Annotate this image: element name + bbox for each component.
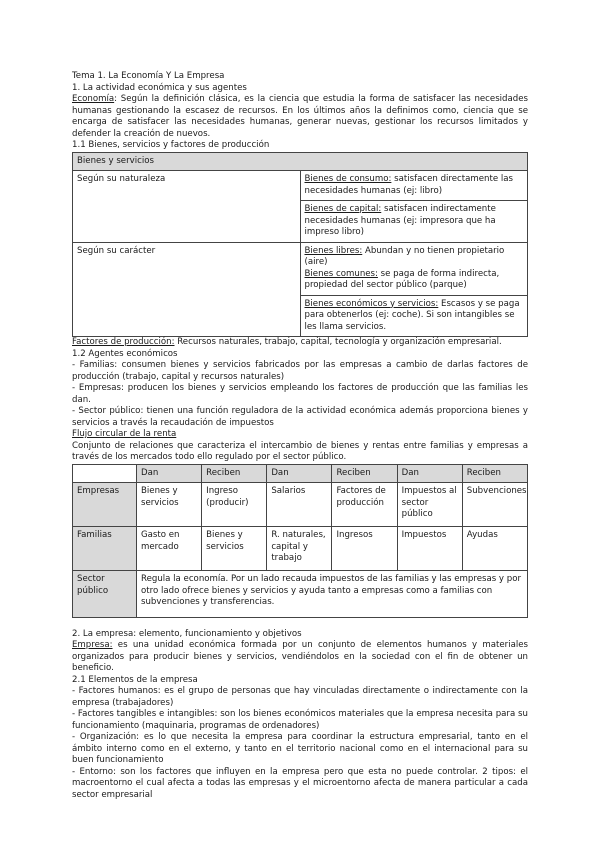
bienes-libres-cell xyxy=(300,242,528,295)
table-cell: Regula la economía. Por un lado recauda impuestos de las familias y las empresas y por otro lado ofrece bienes y servicios y ayuda tanto a empresas como a familias con subvenciones y transferencias. xyxy=(137,571,528,618)
table-cell: Bienes y servicios xyxy=(202,527,267,571)
bienes-table-header: Bienes y servicios xyxy=(73,152,528,171)
section-2-heading: 2. La empresa: elemento, funcionamiento y objetivos xyxy=(72,628,302,639)
economia-term: Economía xyxy=(72,94,115,104)
econ-text: Escasos y se paga para obtenerlos (ej: coche). Si son intangibles se les llama servicios. xyxy=(304,298,520,332)
factores-text: Recursos naturales, trabajo, capital, tecnología y organización empresarial. xyxy=(174,337,502,347)
caracter-label: Según su carácter xyxy=(73,242,301,337)
table-header-cell: Reciben xyxy=(332,464,397,483)
factores-term: Factores de producción: xyxy=(72,337,175,347)
bienes-economicos-cell xyxy=(300,295,528,337)
section-2-1-heading: 2.1 Elementos de la empresa xyxy=(72,674,198,685)
comunes-term: Bienes comunes: xyxy=(304,268,378,279)
table-header-cell: Reciben xyxy=(202,464,267,483)
sector-publico-row xyxy=(73,571,528,618)
table-cell: Ayudas xyxy=(462,527,527,571)
consumo-text: satisfacen directamente las necesidades humanas (ej: libro) xyxy=(304,174,514,196)
factores-paragraph xyxy=(72,337,528,349)
organizacion-item: - Organización: es lo que necesita la empresa para coordinar la estructura empresarial, tanto en el ámbito interno como en el externo, y tanto en el territorio nacional como en el internacional para su buen funcionamiento xyxy=(72,732,528,765)
table-header-cell xyxy=(73,464,137,483)
empresas-item: - Empresas: producen los bienes y servicios empleando los factores de producción que las familias les dan. xyxy=(72,383,528,405)
table-cell: R. naturales, capital y trabajo xyxy=(267,527,332,571)
sector-publico-item: - Sector público: tienen una función reguladora de la actividad económica además proporciona bienes y servicios a través la recaudación de impuestos xyxy=(72,406,528,428)
flujo-table-header-row xyxy=(73,464,528,483)
economia-paragraph xyxy=(72,94,528,140)
capital-term: Bienes de capital: xyxy=(304,204,382,214)
capital-text: satisfacen indirectamente necesidades humanas (ej: impresora que ha impreso libro) xyxy=(304,204,496,237)
consumo-term: Bienes de consumo: xyxy=(304,174,392,184)
table-header-cell: Reciben xyxy=(462,464,527,483)
bienes-consumo-cell xyxy=(300,171,528,201)
familias-row xyxy=(73,527,528,571)
naturaleza-label: Según su naturaleza xyxy=(73,171,301,243)
table-header-cell: Dan xyxy=(267,464,332,483)
table-cell: Impuestos al sector público xyxy=(397,483,462,527)
section-1-heading: 1. La actividad económica y sus agentes xyxy=(72,82,247,93)
table-header-cell: Dan xyxy=(397,464,462,483)
table-cell: Empresas xyxy=(73,483,137,527)
table-cell: Salarios xyxy=(267,483,332,527)
comunes-text: se paga de forma indirecta, propiedad del sector público (parque) xyxy=(304,268,500,290)
section-1-2-heading: 1.2 Agentes económicos xyxy=(72,348,178,359)
table-cell: Sector público xyxy=(73,571,137,618)
table-cell: Factores de producción xyxy=(332,483,397,527)
familias-item: - Familias: consumen bienes y servicios fabricados por las empresas a cambio de darlas factores de producción (trabajo, capital y recursos naturales) xyxy=(72,360,528,382)
flujo-heading: Flujo circular de la renta xyxy=(72,429,177,439)
empresa-paragraph xyxy=(72,640,528,675)
empresa-term: Empresa: xyxy=(72,640,113,650)
table-cell: Impuestos xyxy=(397,527,462,571)
empresas-row xyxy=(73,483,528,527)
factores-humanos-item: - Factores humanos: es el grupo de personas que hay vinculadas directamente o indirectamente con la empresa (trabajadores) xyxy=(72,686,528,708)
table-cell: Familias xyxy=(73,527,137,571)
factores-tangibles-item: - Factores tangibles e intangibles: son los bienes económicos materiales que la empresa necesita para su funcionamiento (maquinaria, programas de ordenadores) xyxy=(72,709,528,731)
table-header-cell: Dan xyxy=(137,464,202,483)
libres-text: Abundan y no tienen propietario (aire) xyxy=(304,245,505,267)
table-cell: Subvenciones xyxy=(462,483,527,527)
entorno-item: - Entorno: son los factores que influyen en la empresa pero que esta no puede controlar. 2 tipos: el macroentorno el cual afecta a todas las empresas y el microentorno afecta de manera particular a cada sector empresarial xyxy=(72,766,528,800)
bienes-table xyxy=(72,152,528,338)
table-cell: Gasto en mercado xyxy=(137,527,202,571)
table-cell: Ingresos xyxy=(332,527,397,571)
libres-term: Bienes libres: xyxy=(304,245,363,256)
bienes-capital-cell xyxy=(300,201,528,243)
flujo-paragraph: Conjunto de relaciones que caracteriza el intercambio de bienes y rentas entre familias y empresas a través de los mercados todo ello regulado por el sector público. xyxy=(72,440,528,462)
doc-title: Tema 1. La Economía Y La Empresa xyxy=(72,71,225,81)
document-page xyxy=(72,71,528,801)
econ-term: Bienes económicos y servicios: xyxy=(304,298,439,309)
empresa-text: es una unidad económica formada por un conjunto de elementos humanos y materiales organizados para producir bienes y servicios, vendiéndolos en la sociedad con el fin de obtener un beneficio. xyxy=(72,640,528,673)
table-cell: Bienes y servicios xyxy=(137,483,202,527)
section-1-1-heading: 1.1 Bienes, servicios y factores de producción xyxy=(72,140,270,150)
table-cell: Ingreso (producir) xyxy=(202,483,267,527)
economia-text: : Según la definición clásica, es la ciencia que estudia la forma de satisfacer las necesidades humanas gestionando la escasez de recursos. En los últimos años la definimos como, ciencia que se encarga de satisfacer las necesidades humanas, generar nuevas, gestionar los recursos limitados y defender la creación de nuevos. xyxy=(72,94,528,139)
flujo-table xyxy=(72,464,528,618)
